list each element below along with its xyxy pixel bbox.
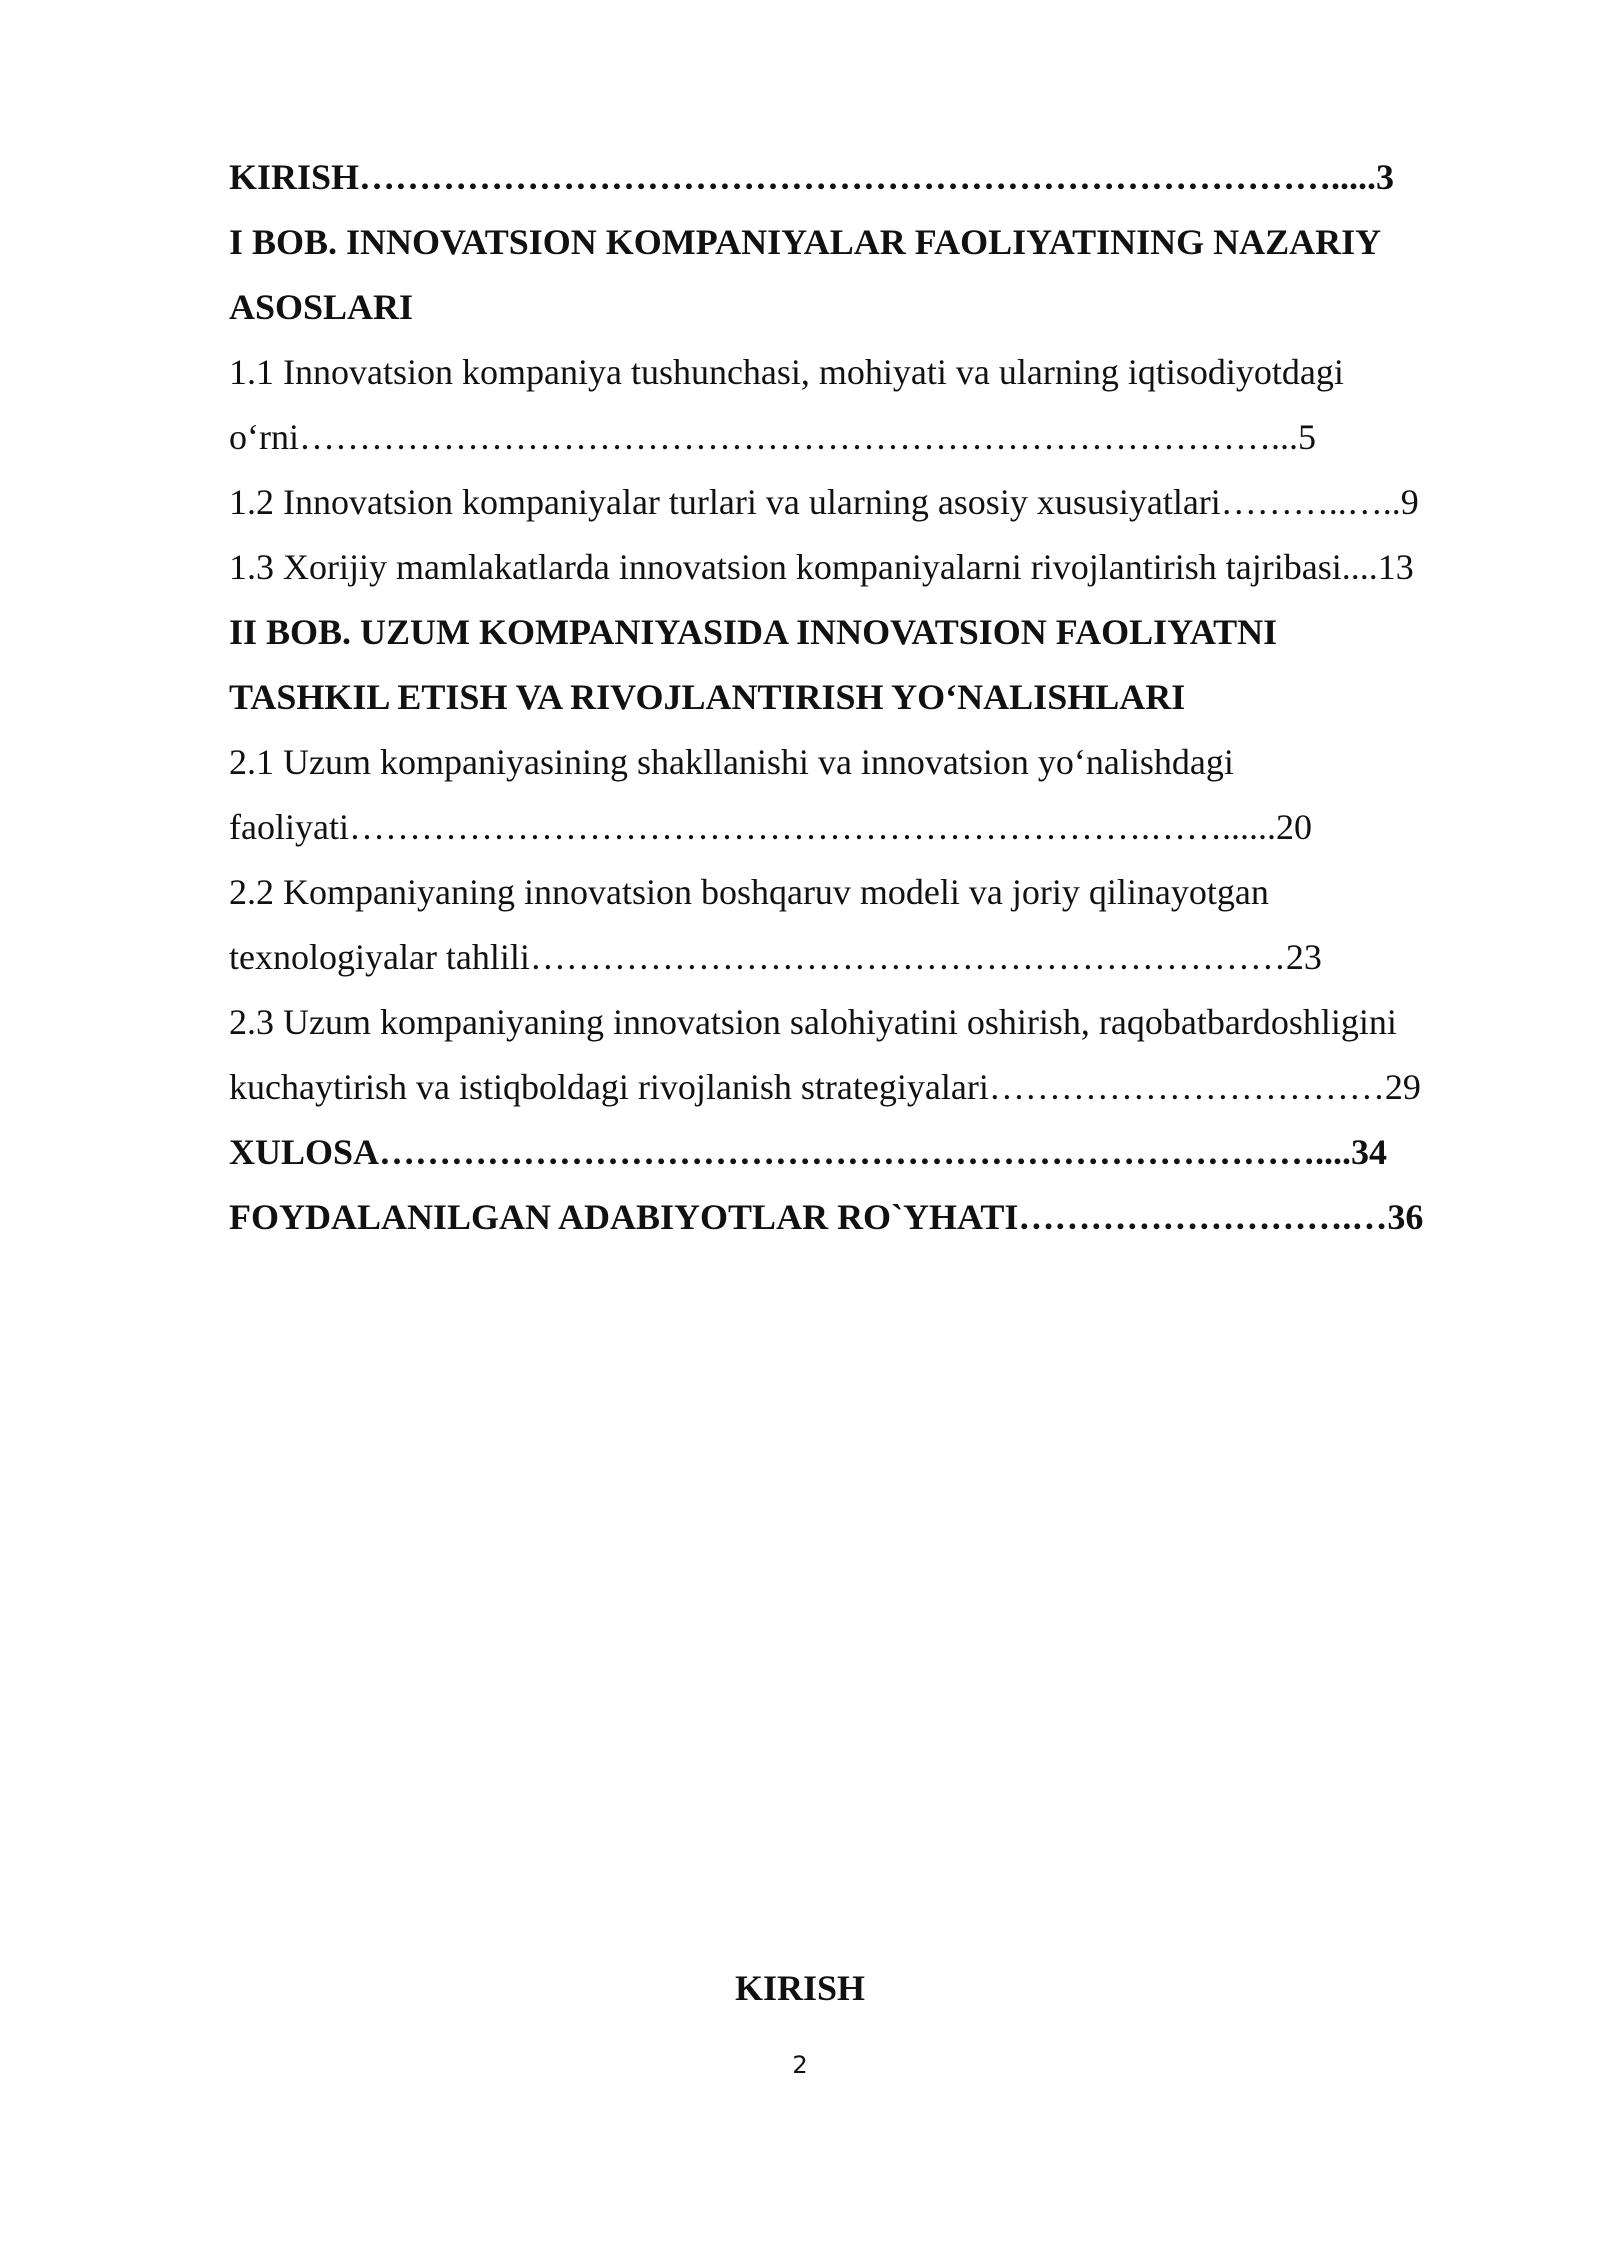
toc-chapter-1-title: I BOB. INNOVATSION KOMPANIYALAR FAOLIYATINING NAZARIY: [229, 222, 1382, 262]
toc-section-1-2: 1.2 Innovatsion kompaniyalar turlari va ularning asosiy xususiyatlari………..…..9: [229, 482, 1419, 522]
toc-entry-xulosa: XULOSA……………………………………………………………………....34: [229, 1132, 1388, 1172]
toc-entry-references: FOYDALANILGAN ADABIYOTLAR RO`YHATI……………………….…36: [229, 1197, 1424, 1237]
toc-section-2-3: 2.3 Uzum kompaniyaning innovatsion salohiyatini oshirish, raqobatbardoshligini: [229, 1002, 1397, 1042]
toc-section-2-1: 2.1 Uzum kompaniyasining shakllanishi va innovatsion yo‘nalishdagi: [229, 742, 1234, 782]
toc-section-2-3-cont: kuchaytirish va istiqboldagi rivojlanish strategiyalari……………………………29: [229, 1067, 1421, 1107]
toc-entry-kirish: KIRISH……………………………………………………………………….....3: [229, 157, 1395, 197]
toc-chapter-2-title: II BOB. UZUM KOMPANIYASIDA INNOVATSION FAOLIYATNI: [229, 612, 1278, 652]
toc-section-2-2-cont: texnologiyalar tahlili………………………………………………………23: [229, 937, 1322, 977]
toc-section-1-3: 1.3 Xorijiy mamlakatlarda innovatsion kompaniyalarni rivojlantirish tajribasi....13: [229, 547, 1414, 587]
toc-section-1-1: 1.1 Innovatsion kompaniya tushunchasi, mohiyati va ularning iqtisodiyotdagi: [229, 352, 1344, 392]
toc-chapter-2-title-cont: TASHKIL ETISH VA RIVOJLANTIRISH YO‘NALISHLARI: [229, 677, 1186, 717]
toc-chapter-1-title-cont: ASOSLARI: [229, 287, 414, 327]
toc-section-1-1-cont: o‘rni………………………………………………………………………...5: [229, 417, 1316, 457]
table-of-contents: [229, 145, 1484, 1250]
toc-section-2-1-cont: faoliyati………………………………………………………….……......20: [229, 807, 1312, 847]
page-number: 2: [792, 2051, 808, 2079]
toc-section-2-2: 2.2 Kompaniyaning innovatsion boshqaruv modeli va joriy qilinayotgan: [229, 872, 1269, 912]
section-heading: KIRISH: [734, 1968, 866, 2008]
